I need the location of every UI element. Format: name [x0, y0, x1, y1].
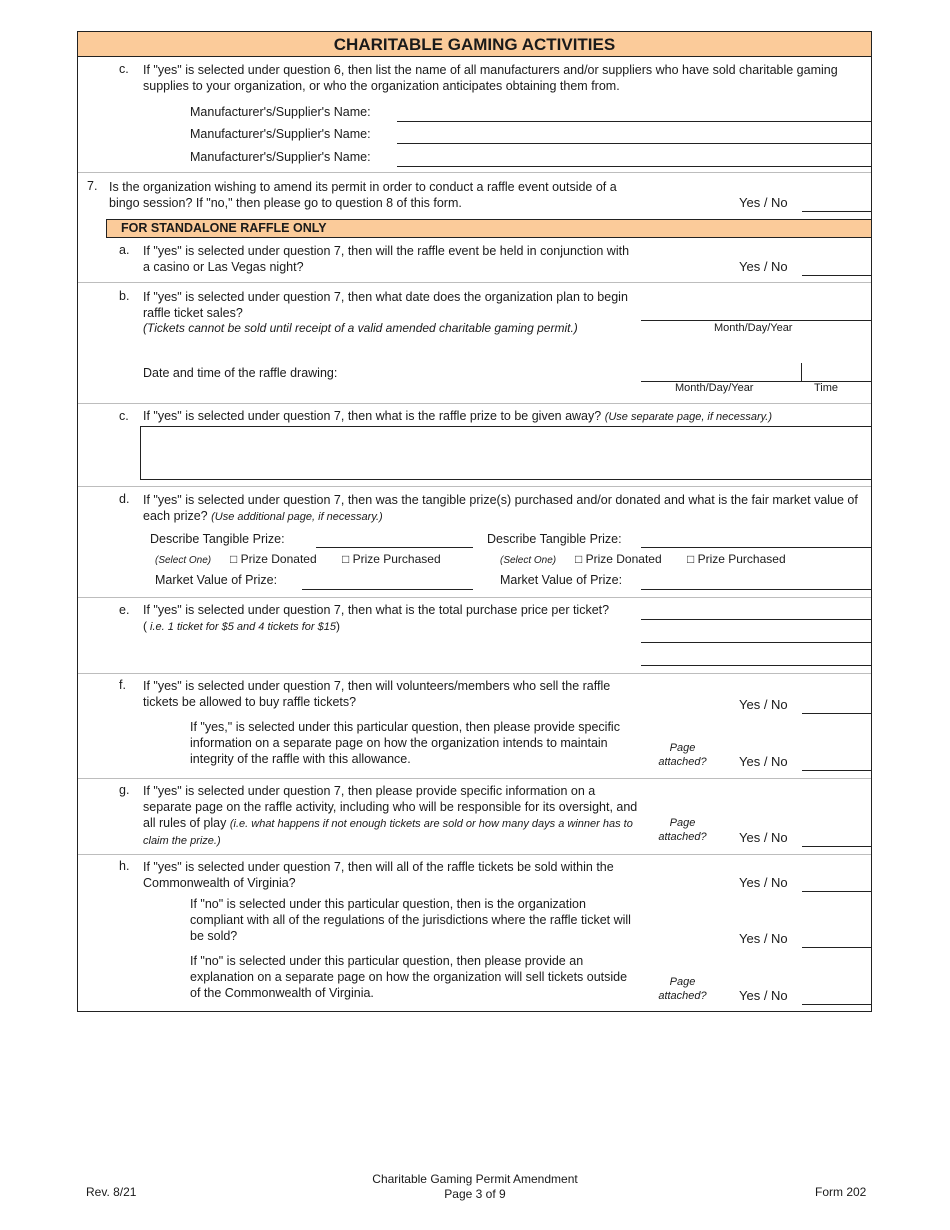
section-title: CHARITABLE GAMING ACTIVITIES: [77, 31, 872, 57]
qd-text: [143, 492, 858, 525]
raffle-drawing-time-label: Time: [814, 382, 839, 394]
date-time-divider: [801, 363, 802, 381]
qg-number: g.: [119, 783, 130, 797]
divider: [78, 854, 871, 855]
divider: [78, 673, 871, 674]
divider: [78, 597, 871, 598]
qc-number: c.: [119, 409, 129, 423]
qf-number: f.: [119, 678, 126, 692]
qg-note: (i.e. what happens if not enough tickets are sold or how many days a winner has to claim the prize.): [143, 818, 633, 847]
page-number: Page 3 of 9: [444, 1187, 506, 1201]
qg-yes-no-label: Yes / No: [739, 830, 788, 845]
qa-yes-no-label: Yes / No: [739, 259, 788, 274]
qc-note: (Use separate page, if necessary.): [604, 411, 773, 423]
ticket-price-field-3[interactable]: [641, 665, 872, 666]
qc-text: [143, 409, 772, 423]
qh-sub1-yes-no-label: Yes / No: [739, 931, 788, 946]
ticket-price-field-1[interactable]: [641, 619, 872, 620]
qf-sub-answer-field[interactable]: [802, 770, 872, 771]
qf-text: If "yes" is selected under question 7, then will volunteers/members who sell the raffle tickets be allowed to buy raffle tickets?: [143, 679, 611, 709]
q6c-text: If "yes" is selected under question 6, then list the name of all manufacturers and/or suppliers who have sold charitable gaming supplies to your organization, or who the organization anticipates obtaining them from.: [143, 63, 838, 93]
qg-text: [143, 783, 638, 849]
divider: [78, 172, 871, 173]
describe-prize-field-1[interactable]: [316, 547, 473, 548]
standalone-raffle-header: FOR STANDALONE RAFFLE ONLY: [106, 219, 872, 238]
describe-prize-label-2: Describe Tangible Prize:: [487, 532, 622, 546]
qb-note: (Tickets cannot be sold until receipt of a valid amended charitable gaming permit.): [143, 321, 578, 335]
qf-sub-text: If "yes," is selected under this particular question, then please provide specific information on a separate page on how the organization intends to maintain integrity of the raffle with this allowance.: [190, 720, 620, 766]
qh-text: If "yes" is selected under question 7, then will all of the raffle tickets be sold within the Commonwealth of Virginia?: [143, 860, 614, 890]
market-value-label-1: Market Value of Prize:: [155, 573, 278, 587]
qa-answer-field[interactable]: [802, 275, 872, 276]
select-one-label-1: (Select One): [155, 555, 212, 566]
describe-prize-label-1: Describe Tangible Prize:: [150, 532, 285, 546]
qe-note-text: i.e. 1 ticket for $5 and 4 tickets for $15: [147, 621, 336, 633]
q7-answer-field[interactable]: [802, 211, 872, 212]
divider: [78, 778, 871, 779]
prize-purchased-checkbox-1[interactable]: □ Prize Purchased: [342, 552, 441, 566]
raffle-prize-textbox[interactable]: [140, 426, 872, 480]
qf-answer-field[interactable]: [802, 713, 872, 714]
qb-text: If "yes" is selected under question 7, then what date does the organization plan to begin raffle ticket sales?: [143, 290, 628, 320]
supplier-name-field-1[interactable]: [397, 121, 872, 122]
ticket-price-field-2[interactable]: [641, 642, 872, 643]
qh-number: h.: [119, 859, 130, 873]
qa-number: a.: [119, 243, 130, 257]
footer-doc-title: Charitable Gaming Permit Amendment: [372, 1172, 578, 1186]
qf-sub-yes-no-label: Yes / No: [739, 754, 788, 769]
qf-page-attached-label: Page attached?: [658, 742, 707, 768]
qd-number: d.: [119, 492, 130, 506]
supplier-name-label-3: Manufacturer's/Supplier's Name:: [190, 150, 371, 164]
qh-sub2-yes-no-label: Yes / No: [739, 988, 788, 1003]
supplier-name-label-2: Manufacturer's/Supplier's Name:: [190, 127, 371, 141]
supplier-name-field-2[interactable]: [397, 143, 872, 144]
q6c-number: c.: [119, 62, 129, 76]
qh-sub1-text: If "no" is selected under this particular question, then is the organization compliant with all of the regulations of the jurisdictions where the raffle ticket will be sold?: [190, 897, 631, 943]
raffle-drawing-date-label: Month/Day/Year: [675, 382, 754, 394]
divider: [78, 403, 871, 404]
qh-yes-no-label: Yes / No: [739, 875, 788, 890]
describe-prize-field-2[interactable]: [641, 547, 872, 548]
q7-number: 7.: [87, 179, 98, 193]
qa-text: If "yes" is selected under question 7, then will the raffle event be held in conjunction with a casino or Las Vegas night?: [143, 244, 630, 274]
ticket-sales-date-field[interactable]: [641, 320, 872, 321]
prize-donated-checkbox-1[interactable]: □ Prize Donated: [230, 552, 317, 566]
qg-answer-field[interactable]: [802, 846, 872, 847]
qf-yes-no-label: Yes / No: [739, 697, 788, 712]
revision-label: Rev. 8/21: [86, 1185, 137, 1199]
market-value-label-2: Market Value of Prize:: [500, 573, 623, 587]
prize-donated-checkbox-2[interactable]: □ Prize Donated: [575, 552, 662, 566]
qd-question: If "yes" is selected under question 7, then was the tangible prize(s) purchased and/or donated and what is the fair market value of each prize?: [143, 493, 858, 523]
qe-number: e.: [119, 603, 130, 617]
qe-note: [143, 619, 340, 633]
qb-number: b.: [119, 289, 130, 303]
qh-answer-field[interactable]: [802, 891, 872, 892]
select-one-label-2: (Select One): [500, 555, 557, 566]
raffle-drawing-label: Date and time of the raffle drawing:: [143, 366, 338, 380]
qh-sub2-text: If "no" is selected under this particular question, then please provide an explanation on a separate page on how the organization will sell tickets outside of the Commonwealth of Virginia.: [190, 954, 628, 1000]
qd-note: (Use additional page, if necessary.): [211, 511, 383, 523]
q7-yes-no-label: Yes / No: [739, 195, 788, 210]
qe-text: If "yes" is selected under question 7, then what is the total purchase price per ticket?: [143, 603, 610, 617]
qg-page-attached-label: Page attached?: [658, 817, 707, 843]
form-number: Form 202: [815, 1185, 867, 1199]
market-value-field-1[interactable]: [302, 589, 473, 590]
qe-note-close: ): [335, 619, 340, 633]
ticket-sales-date-label: Month/Day/Year: [714, 322, 793, 334]
supplier-name-field-3[interactable]: [397, 166, 872, 167]
prize-purchased-checkbox-2[interactable]: □ Prize Purchased: [687, 552, 786, 566]
divider: [78, 282, 871, 283]
qg-question: If "yes" is selected under question 7, then please provide specific information on a separate page on the raffle activity, including who will be responsible for its oversight, and all rules of play: [143, 784, 638, 830]
supplier-name-label-1: Manufacturer's/Supplier's Name:: [190, 105, 371, 119]
qc-question: If "yes" is selected under question 7, then what is the raffle prize to be given away?: [143, 409, 602, 423]
divider: [78, 486, 871, 487]
qe-note-open: (: [143, 619, 147, 633]
qh-sub1-answer-field[interactable]: [802, 947, 872, 948]
qh-sub2-answer-field[interactable]: [802, 1004, 872, 1005]
q7-text: Is the organization wishing to amend its permit in order to conduct a raffle event outside of a bingo session? If "no," then please go to question 8 of this form.: [109, 180, 617, 210]
market-value-field-2[interactable]: [641, 589, 872, 590]
qh-page-attached-label: Page attached?: [658, 976, 707, 1002]
